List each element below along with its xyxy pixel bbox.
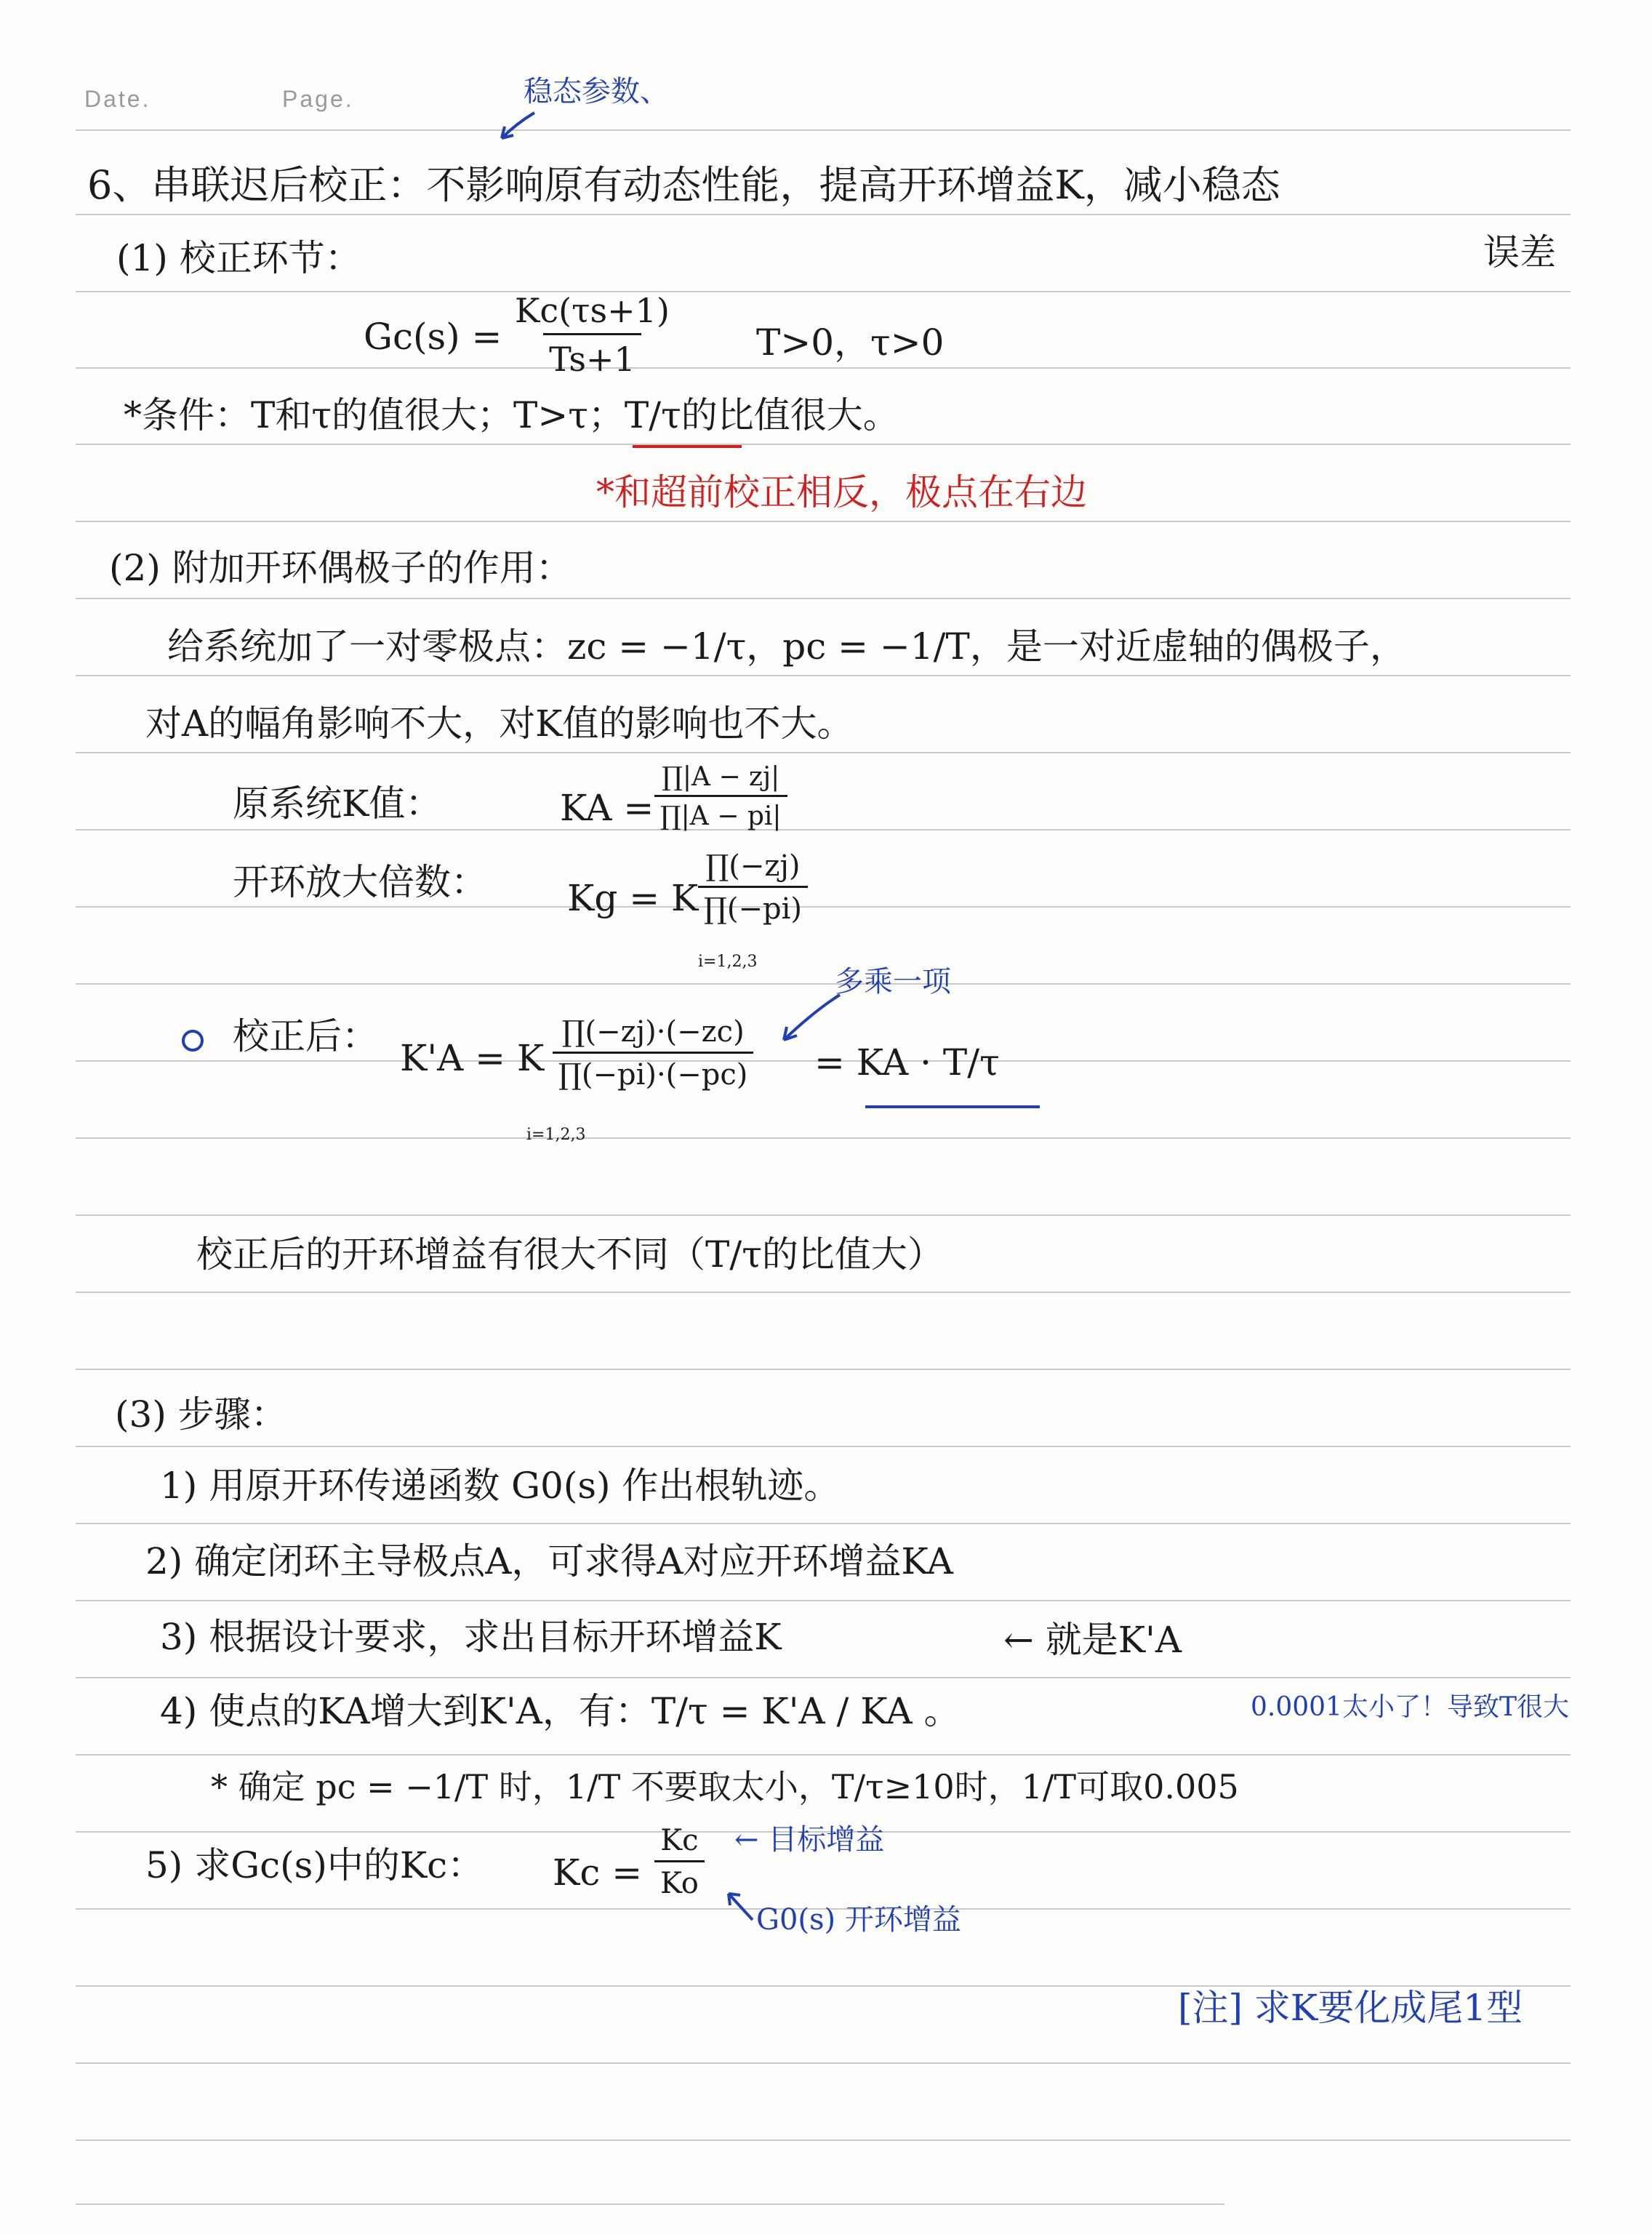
step-5: 5) 求Gc(s)中的Kc：: [145, 1844, 484, 1886]
kc-numerator: Kc: [660, 1824, 699, 1857]
step-3: 3) 根据设计要求，求出目标开环增益K: [160, 1616, 782, 1658]
section-heading-cont: 误差: [1483, 231, 1556, 273]
gain-note: 校正后的开环增益有很大不同（T/τ的比值大）: [196, 1233, 944, 1276]
after-lhs: K'A = K: [400, 1037, 545, 1079]
kg-fraction: [698, 849, 808, 926]
gc-fraction: [509, 291, 675, 379]
rule-line: [76, 1369, 1571, 1370]
rule-line: [76, 906, 1571, 908]
after-numerator: ∏(−zj)·(−zc): [561, 1015, 745, 1049]
title-annotation: 稳态参数、: [524, 75, 669, 108]
blue-note-more: 多乘一项: [835, 965, 951, 998]
dipole-line-2: 对A的幅角影响不大，对K值的影响也不大。: [145, 702, 854, 745]
step-4-note: 0.0001太小了！导致T很大: [1251, 1692, 1569, 1722]
after-denominator: ∏(−pi)·(−pc): [553, 1052, 753, 1092]
rule-line: [76, 829, 1571, 830]
kc-lhs: Kc =: [553, 1851, 643, 1894]
ka-fraction: [654, 762, 787, 831]
rule-line: [76, 598, 1571, 599]
rule-line: [76, 444, 1571, 445]
kg-lhs: Kg = K: [567, 877, 699, 919]
gc-lhs: Gc(s) =: [364, 316, 502, 358]
rule-line: [76, 367, 1571, 369]
page-label: Page.: [282, 86, 354, 112]
kc-fraction: [654, 1824, 705, 1900]
kg-label: 开环放大倍数：: [233, 861, 487, 903]
blue-underline: [865, 1105, 1040, 1108]
after-fraction: [553, 1015, 753, 1092]
rule-line: [76, 983, 1571, 985]
sec2-label: (2) 附加开环偶极子的作用：: [109, 547, 572, 589]
dipole-line-1: 给系统加了一对零极点：zc = −1/τ，pc = −1/T，是一对近虚轴的偶极子，: [167, 625, 1406, 668]
gc-denominator: Ts+1: [543, 333, 641, 379]
rule-line: [76, 2062, 1571, 2064]
red-note: *和超前校正相反，极点在右边: [596, 471, 1087, 513]
ka-label: 原系统K值：: [233, 782, 442, 825]
rule-line: [76, 2139, 1571, 2141]
rule-line: [76, 291, 1571, 292]
kg-numerator: ∏(−zj): [705, 849, 801, 883]
kc-denominator: Ko: [654, 1860, 705, 1900]
rule-line: [76, 1214, 1571, 1216]
final-note: [注] 求K要化成尾1型: [1178, 1987, 1523, 2029]
date-label: Date.: [84, 86, 151, 112]
sec3-label: (3) 步骤：: [115, 1393, 287, 1436]
ka-denominator: ∏|A − pi|: [654, 795, 787, 831]
ka-numerator: ∏|A − zj|: [662, 762, 780, 792]
rule-line: [76, 1600, 1571, 1601]
arrow-icon: [494, 109, 538, 145]
rule-line: [76, 129, 1571, 131]
step-4: 4) 使点的KA增大到K'A，有：T/τ = K'A / KA 。: [160, 1690, 961, 1732]
after-label: 校正后：: [233, 1015, 378, 1057]
bullet-circle-icon: [182, 1030, 204, 1052]
gc-numerator: Kc(τs+1): [515, 291, 670, 330]
step-3-note: ← 就是K'A: [1003, 1619, 1182, 1661]
arrow-icon: [771, 989, 843, 1047]
gc-condition: T>0，τ>0: [756, 321, 945, 364]
star-line: * 确定 pc = −1/T 时，1/T 不要取太小，T/τ≥10时，1/T可取0.005: [211, 1767, 1239, 1806]
kc-note-open-loop: G0(s) 开环增益: [756, 1903, 961, 1937]
sec1-label: (1) 校正环节：: [116, 237, 361, 279]
rule-line: [76, 521, 1571, 522]
rule-line: [76, 2203, 1224, 2205]
kc-note-target: ← 目标增益: [734, 1823, 885, 1857]
rule-line: [76, 1523, 1571, 1524]
rule-line: [76, 1137, 1571, 1139]
section-heading: 6、串联迟后校正：不影响原有动态性能，提高开环增益K，减小稳态: [87, 162, 1280, 208]
rule-line: [76, 214, 1571, 215]
condition-line: *条件：T和τ的值很大；T>τ；T/τ的比值很大。: [124, 394, 899, 436]
kg-denominator: ∏(−pi): [698, 886, 808, 926]
after-rhs: = KA · T/τ: [814, 1041, 1000, 1084]
after-index: i=1,2,3: [526, 1126, 586, 1144]
rule-line: [76, 1446, 1571, 1447]
step-1: 1) 用原开环传递函数 G0(s) 作出根轨迹。: [160, 1465, 841, 1507]
step-2: 2) 确定闭环主导极点A，可求得A对应开环增益KA: [145, 1540, 953, 1582]
rule-line: [76, 1292, 1571, 1293]
rule-line: [76, 1677, 1571, 1678]
kg-index: i=1,2,3: [698, 953, 758, 971]
rule-line: [76, 675, 1571, 676]
rule-line: [76, 752, 1571, 753]
red-underline: [633, 445, 742, 448]
ka-lhs: KA =: [560, 787, 654, 829]
rule-line: [76, 1754, 1571, 1755]
